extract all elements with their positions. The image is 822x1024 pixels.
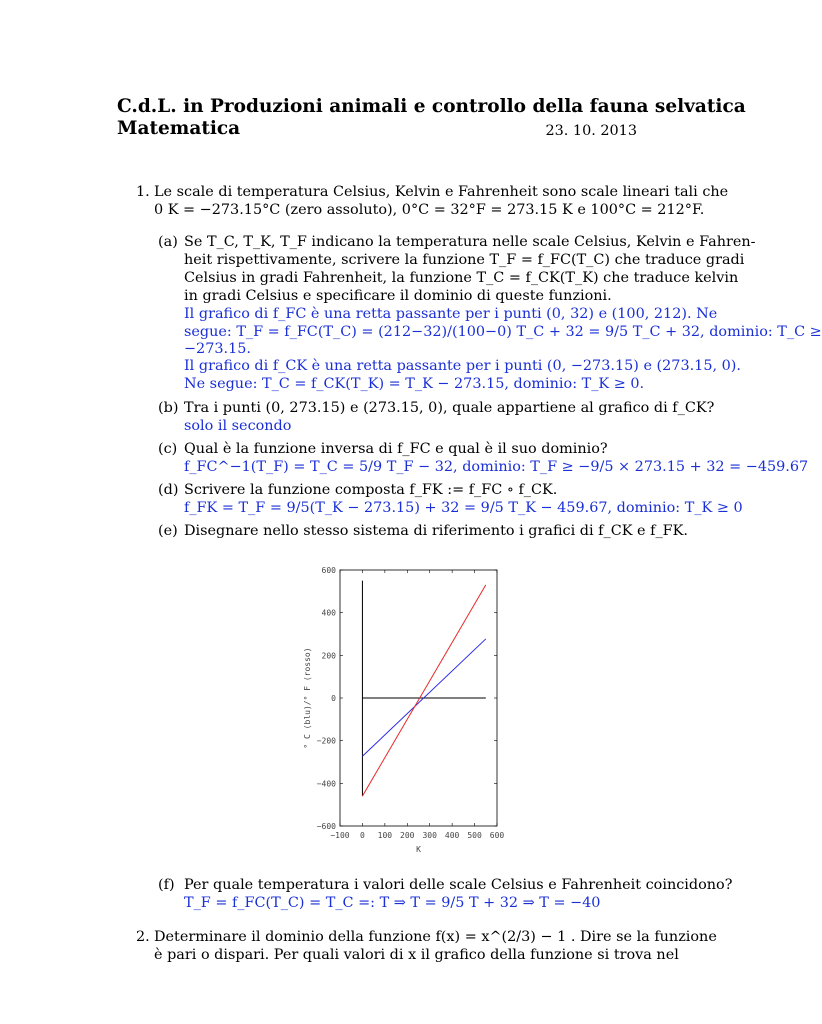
exercise-2-line-2: è pari o dispari. Per quali valori di x il grafico della funzione si trova nel bbox=[154, 947, 679, 963]
item-b-answer: solo il secondo bbox=[184, 418, 292, 434]
exercise-1-intro-line-2: 0 K = −273.15°C (zero assoluto), 0°C = 32°F = 273.15 K e 100°C = 212°F. bbox=[154, 202, 705, 218]
item-a-question-1: Se T_C, T_K, T_F indicano la temperatura nelle scale Celsius, Kelvin e Fahren- bbox=[184, 234, 756, 250]
item-c-label: (c) bbox=[158, 441, 178, 457]
y-tick-label: −600 bbox=[316, 822, 336, 831]
x-tick-label: 0 bbox=[360, 831, 365, 840]
exam-date: 23. 10. 2013 bbox=[545, 123, 637, 139]
chart-y-label: ° C (blu)/° F (rosso) bbox=[303, 647, 312, 749]
item-a-question-2: heit rispettivamente, scrivere la funzione T_F = f_FC(T_C) che traduce gradi bbox=[184, 252, 745, 268]
item-f-answer: T_F = f_FC(T_C) = T_C =: T ⇒ T = 9/5 T + 32 ⇒ T = −40 bbox=[184, 895, 601, 911]
item-a-question-3: Celsius in gradi Fahrenheit, la funzione T_C = f_CK(T_K) che traduce kelvin bbox=[184, 270, 739, 286]
item-f-label: (f) bbox=[158, 877, 175, 893]
y-tick-label: 400 bbox=[321, 608, 336, 618]
course-title: C.d.L. in Produzioni animali e controllo della fauna selvatica bbox=[117, 96, 746, 117]
chart-x-label: K bbox=[416, 845, 421, 854]
y-tick-label: 600 bbox=[321, 566, 336, 575]
x-tick-label: 300 bbox=[422, 831, 437, 840]
exercise-1-intro-line-1: Le scale di temperatura Celsius, Kelvin e Fahrenheit sono scale lineari tali che bbox=[154, 184, 729, 200]
x-tick-label: 400 bbox=[444, 831, 460, 840]
y-tick-label: 200 bbox=[321, 651, 336, 661]
subject-title: Matematica bbox=[117, 118, 241, 139]
item-a-answer-1: Il grafico di f_FC è una retta passante per i punti (0, 32) e (100, 212). Ne bbox=[184, 306, 718, 322]
item-a-answer-3: −273.15. bbox=[184, 341, 251, 357]
item-a-answer-4: Il grafico di f_CK è una retta passante per i punti (0, −273.15) e (273.15, 0). bbox=[184, 358, 741, 374]
x-tick-label: 500 bbox=[467, 831, 482, 840]
y-tick-label: −200 bbox=[316, 736, 336, 746]
item-a-question-4: in gradi Celsius e specificare il dominio di queste funzioni. bbox=[184, 288, 612, 304]
item-b-label: (b) bbox=[158, 400, 179, 416]
item-c-answer: f_FC^−1(T_F) = T_C = 5/9 T_F − 32, dominio: T_F ≥ −9/5 × 273.15 + 32 = −459.67 bbox=[184, 459, 809, 475]
series-line-1 bbox=[362, 585, 485, 796]
item-a-answer-5: Ne segue: T_C = f_CK(T_K) = T_K − 273.15, dominio: T_K ≥ 0. bbox=[184, 376, 645, 392]
item-c-question: Qual è la funzione inversa di f_FC e qual è il suo dominio? bbox=[184, 441, 608, 457]
exercise-1-number: 1. bbox=[136, 184, 150, 200]
exercise-2-line-1: Determinare il dominio della funzione f(x) = x^(2/3) − 1 . Dire se la funzione bbox=[154, 929, 717, 945]
x-tick-label: 600 bbox=[489, 831, 505, 840]
exercise-2-number: 2. bbox=[136, 929, 150, 945]
item-b-question: Tra i punti (0, 273.15) e (273.15, 0), quale appartiene al grafico di f_CK? bbox=[184, 400, 715, 416]
temperature-chart bbox=[290, 560, 515, 860]
item-a-label: (a) bbox=[158, 234, 178, 250]
item-d-answer: f_FK = T_F = 9/5(T_K − 273.15) + 32 = 9/5 T_K − 459.67, dominio: T_K ≥ 0 bbox=[184, 500, 743, 516]
item-e-label: (e) bbox=[158, 523, 178, 539]
item-d-question: Scrivere la funzione composta f_FK := f_FC ∘ f_CK. bbox=[184, 482, 558, 498]
item-d-label: (d) bbox=[158, 482, 179, 498]
item-a-answer-2: segue: T_F = f_FC(T_C) = (212−32)/(100−0) T_C + 32 = 9/5 T_C + 32, dominio: T_C ≥ bbox=[184, 324, 822, 340]
item-e-question: Disegnare nello stesso sistema di riferimento i grafici di f_CK e f_FK. bbox=[184, 523, 688, 539]
x-tick-label: 200 bbox=[400, 831, 415, 840]
item-f-question: Per quale temperatura i valori delle scale Celsius e Fahrenheit coincidono? bbox=[184, 877, 733, 893]
y-tick-label: −400 bbox=[316, 779, 336, 789]
x-tick-label: 100 bbox=[377, 831, 393, 840]
y-tick-label: 0 bbox=[331, 694, 336, 703]
x-tick-label: −100 bbox=[330, 831, 350, 840]
